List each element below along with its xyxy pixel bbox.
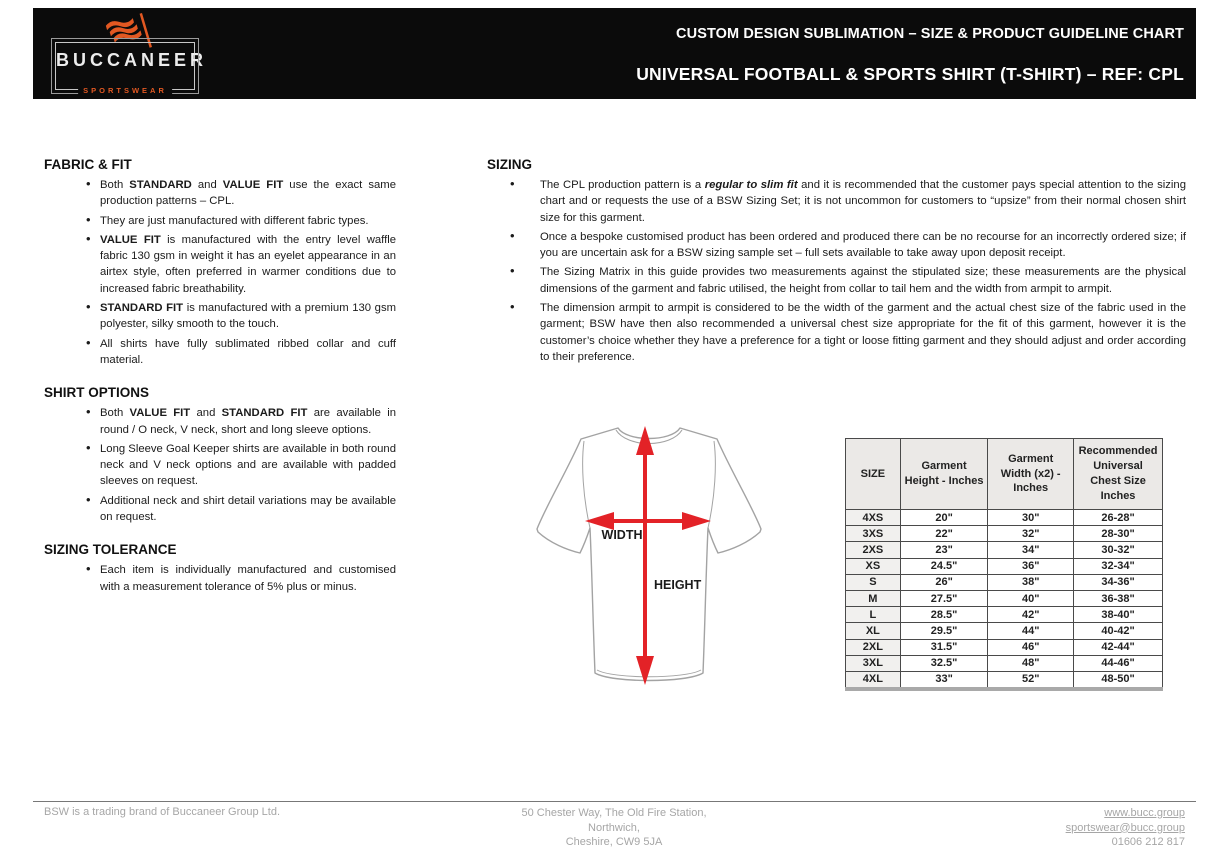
table-cell: 32-34"	[1074, 558, 1163, 574]
table-row	[846, 671, 1163, 689]
table-cell: 28-30"	[1074, 526, 1163, 542]
table-row	[846, 607, 1163, 623]
table-cell: 30-32"	[1074, 542, 1163, 558]
bullet-item: • Long Sleeve Goal Keeper shirts are available in both round neck and V neck options and are available with padded sleeves on request.	[44, 441, 396, 490]
email-link[interactable]: sportswear@bucc.group	[1065, 821, 1185, 834]
table-cell: 42-44"	[1074, 639, 1163, 655]
table-cell: 22"	[900, 526, 988, 542]
bullet-item: • VALUE FIT is manufactured with the entry level waffle fabric 130 gsm in weight it has an eyelet appearance in an airtex style, often preferred in warmer conditions due to increased fabric breathability.	[44, 232, 396, 297]
website-link[interactable]: www.bucc.group	[1104, 807, 1185, 819]
table-cell: 34-36"	[1074, 574, 1163, 590]
bullet-list	[44, 562, 396, 595]
table-cell: 28.5"	[900, 607, 988, 623]
table-cell: 4XL	[846, 671, 901, 689]
size-chart-body	[846, 510, 1163, 690]
table-cell: 44"	[988, 623, 1074, 639]
table-cell: 36"	[988, 558, 1074, 574]
phone-number: 01606 212 817	[1111, 836, 1185, 849]
table-cell: 40"	[988, 590, 1074, 606]
right-column	[487, 157, 1186, 368]
table-cell: 52"	[988, 671, 1074, 689]
table-cell: M	[846, 590, 901, 606]
table-row	[846, 510, 1163, 526]
bullet-item: • Additional neck and shirt detail variations may be available on request.	[44, 493, 396, 526]
section-heading: FABRIC & FIT	[44, 157, 132, 172]
width-label: WIDTH	[601, 528, 643, 542]
bullet-item: • The dimension armpit to armpit is considered to be the width of the garment and the actual chest size of the fabric used in the garment; BSW have then also recommended a universal chest size appropriate for the fit of this garment, however it is the customer’s choice whether they have a preference for a tight or loose fitting garment and they should adjust and order according to their preference.	[487, 300, 1186, 365]
footer-divider	[33, 801, 1196, 802]
table-row	[846, 574, 1163, 590]
table-row	[846, 639, 1163, 655]
section-heading: SHIRT OPTIONS	[44, 385, 150, 401]
table-cell: 26"	[900, 574, 988, 590]
brand-logo	[55, 12, 208, 96]
size-chart-container	[845, 438, 1163, 691]
height-label: HEIGHT	[654, 578, 702, 592]
bullet-list	[44, 405, 396, 525]
section-sizing-tolerance	[44, 542, 396, 595]
table-header-cell: Garment Height - Inches	[900, 439, 988, 510]
table-cell: 44-46"	[1074, 655, 1163, 671]
bullet-list	[44, 177, 396, 368]
table-cell: 27.5"	[900, 590, 988, 606]
table-cell: XS	[846, 558, 901, 574]
table-cell: 34"	[988, 542, 1074, 558]
footer-address	[414, 806, 814, 850]
table-row	[846, 655, 1163, 671]
table-row	[846, 542, 1163, 558]
table-cell: L	[846, 607, 901, 623]
section-fabric-fit	[44, 157, 396, 368]
bullet-item: • All shirts have fully sublimated ribbed collar and cuff material.	[44, 336, 396, 369]
table-cell: 32.5"	[900, 655, 988, 671]
table-cell: 2XL	[846, 639, 901, 655]
address-line: Northwich,	[588, 821, 640, 834]
bullet-item: • They are just manufactured with different fabric types.	[44, 213, 396, 229]
tshirt-measurement-diagram	[521, 412, 779, 706]
table-row	[846, 623, 1163, 639]
table-cell: 46"	[988, 639, 1074, 655]
bullet-item: • Both VALUE FIT and STANDARD FIT are available in round / O neck, V neck, short and long sleeve options.	[44, 405, 396, 438]
table-cell: 24.5"	[900, 558, 988, 574]
section-shirt-options	[44, 385, 396, 525]
table-cell: 30"	[988, 510, 1074, 526]
table-cell: 3XS	[846, 526, 901, 542]
table-cell: 29.5"	[900, 623, 988, 639]
table-cell: 2XS	[846, 542, 901, 558]
logo-subbrand-text: SPORTSWEAR	[78, 86, 172, 95]
header-bar	[33, 8, 1196, 99]
bullet-item: • Once a bespoke customised product has been ordered and produced there can be no recourse for an incorrectly ordered size; if you are uncertain ask for a BSW sizing sample set – full sets available to take away upon deposit receipt.	[487, 229, 1186, 262]
section-heading: SIZING	[487, 157, 533, 172]
footer-trading-note: BSW is a trading brand of Buccaneer Group Ltd.	[44, 806, 281, 818]
table-cell: XL	[846, 623, 901, 639]
logo-brand-text: BUCCANEER	[56, 50, 208, 70]
table-cell: 4XS	[846, 510, 901, 526]
bullet-list	[487, 177, 1186, 365]
size-chart-head	[846, 439, 1163, 510]
table-cell: 36-38"	[1074, 590, 1163, 606]
table-cell: 48"	[988, 655, 1074, 671]
table-row	[846, 526, 1163, 542]
table-cell: 26-28"	[1074, 510, 1163, 526]
table-header-cell: SIZE	[846, 439, 901, 510]
table-cell: S	[846, 574, 901, 590]
section-heading: SIZING TOLERANCE	[44, 542, 177, 558]
table-cell: 48-50"	[1074, 671, 1163, 689]
table-cell: 32"	[988, 526, 1074, 542]
bullet-item: • Both STANDARD and VALUE FIT use the exact same production patterns – CPL.	[44, 177, 396, 210]
address-line: 50 Chester Way, The Old Fire Station,	[521, 807, 707, 819]
table-row	[846, 558, 1163, 574]
bullet-item: • The CPL production pattern is a regular to slim fit and it is recommended that the customer pays special attention to the sizing chart and or requests the use of a BSW Sizing Set; it is not uncommon for customers to “upsize” from their normal chosen shirt size for this garment.	[487, 177, 1186, 226]
table-header-cell: Garment Width (x2) - Inches	[988, 439, 1074, 510]
table-cell: 20"	[900, 510, 988, 526]
logo-frame	[55, 42, 208, 95]
section-sizing	[487, 157, 1186, 365]
table-cell: 42"	[988, 607, 1074, 623]
table-cell: 40-42"	[1074, 623, 1163, 639]
document-subtitle: CUSTOM DESIGN SUBLIMATION – SIZE & PRODUCT GUIDELINE CHART	[676, 26, 1184, 42]
tshirt-outline	[537, 428, 761, 681]
table-cell: 38"	[988, 574, 1074, 590]
table-row	[846, 590, 1163, 606]
address-line: Cheshire, CW9 5JA	[565, 836, 663, 849]
bullet-item: • Each item is individually manufactured and customised with a measurement tolerance of 5% plus or minus.	[44, 562, 396, 595]
bullet-item: • The Sizing Matrix in this guide provides two measurements against the stipulated size; these measurements are the physical dimensions of the garment and fabric utilised, the height from collar to tail hem and the width from armpit to armpit.	[487, 264, 1186, 297]
table-cell: 3XL	[846, 655, 901, 671]
table-cell: 23"	[900, 542, 988, 558]
table-cell: 38-40"	[1074, 607, 1163, 623]
bullet-item: • STANDARD FIT is manufactured with a premium 130 gsm polyester, silky smooth to the touch.	[44, 300, 396, 333]
table-cell: 31.5"	[900, 639, 988, 655]
table-cell: 33"	[900, 671, 988, 689]
document-title: UNIVERSAL FOOTBALL & SPORTS SHIRT (T-SHIRT) – REF: CPL	[636, 64, 1184, 84]
table-header-cell: Recommended Universal Chest Size Inches	[1074, 439, 1163, 510]
header-titles	[284, 8, 1184, 85]
footer-contact	[1066, 806, 1185, 850]
left-column	[44, 157, 396, 598]
size-chart-table	[845, 438, 1163, 691]
